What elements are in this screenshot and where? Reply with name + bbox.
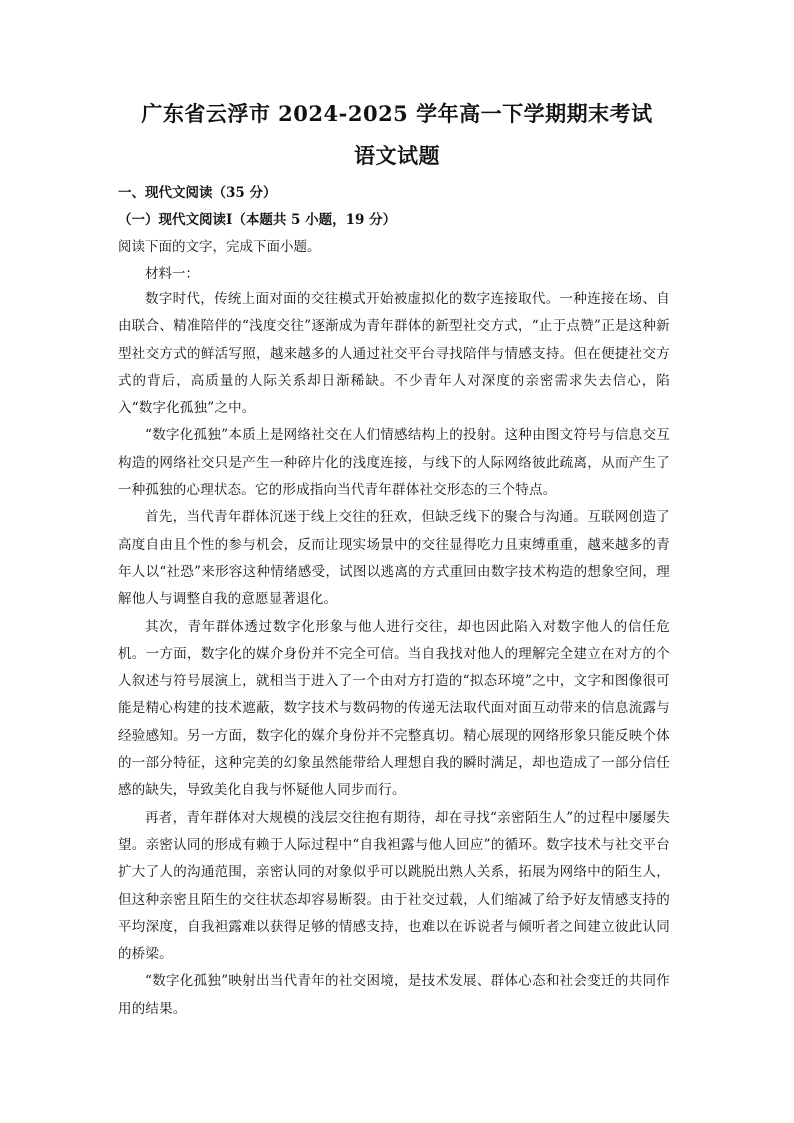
section-heading-reading: 一、现代文阅读（35 分） <box>118 185 277 201</box>
passage-paragraph-2: “数字化孤独”本质上是网络社交在人们情感结构上的投射。这种由图文符号与信息交互构造的网络社交只是产生一种碎片化的浅度连接，与线下的人际网络彼此疏离，从而产生了一种孤独的心理状态。它的形成指向当代青年群体社交形态的三个特点。 <box>118 427 670 499</box>
exam-subtitle: 语文试题 <box>354 143 440 168</box>
exam-title: 广东省云浮市 2024-2025 学年高一下学期期末考试 <box>141 101 653 126</box>
passage-paragraph-1: 数字时代，传统上面对面的交往模式开始被虚拟化的数字连接取代。一种连接在场、自由联合、精准陪伴的“浅度交往”逐渐成为青年群体的新型社交方式，“止于点赞”正是这种新型社交方式的鲜活写照，越来越多的人通过社交平台寻找陪伴与情感支持。但在便捷社交方式的背后，高质量的人际关系却日渐稀缺。不少青年人对深度的亲密需求失去信心，陷入“数字化孤独”之中。 <box>118 291 670 417</box>
subsection-heading-reading-1: （一）现代文阅读Ⅰ（本题共 5 小题，19 分） <box>118 212 397 228</box>
passage-paragraph-6: “数字化孤独”映射出当代青年的社交困境，是技术发展、群体心态和社会变迁的共同作用的结果。 <box>118 973 670 1017</box>
passage-paragraph-5: 再者，青年群体对大规模的浅层交往抱有期待，却在寻找“亲密陌生人”的过程中屡屡失望。亲密认同的形成有赖于人际过程中“自我袒露与他人回应”的循环。数字技术与社交平台扩大了人的沟通范围，亲密认同的对象似乎可以跳脱出熟人关系，拓展为网络中的陌生人，但这种亲密且陌生的交往状态却容易断裂。由于社交过载，人们缩减了给予好友情感支持的平均深度，自我袒露难以获得足够的情感支持，也难以在诉说者与倾听者之间建立彼此认同的桥梁。 <box>118 809 670 963</box>
passage-body <box>118 286 670 1023</box>
passage-paragraph-3: 首先，当代青年群体沉迷于线上交往的狂欢，但缺乏线下的聚合与沟通。互联网创造了高度自由且个性的参与机会，反而让现实场景中的交往显得吃力且束缚重重，越来越多的青年人以“社恐”来形容这种情绪感受，试图以逃离的方式重回由数字技术构造的想象空间，理解他人与调整自我的意愿显著退化。 <box>118 509 670 608</box>
passage-paragraph-4: 其次，青年群体透过数字化形象与他人进行交往，却也因此陷入对数字他人的信任危机。一方面，数字化的媒介身份并不完全可信。当自我找对他人的理解完全建立在对方的个人叙述与符号展演上，就相当于进入了一个由对方打造的“拟态环境”之中，文字和图像很可能是精心构建的技术遮蔽，数字技术与数码物的传递无法取代面对面互动带来的信息流露与经验感知。另一方面，数字化的媒介身份并不完整真切。精心展现的网络形象只能反映个体的一部分特征，这种完美的幻象虽然能带给人理想自我的瞬时满足，却也造成了一部分信任感的缺失，导致美化自我与怀疑他人同步而行。 <box>118 618 670 799</box>
reading-instruction: 阅读下面的文字，完成下面小题。 <box>118 239 321 255</box>
material-label: 材料一： <box>145 266 199 282</box>
